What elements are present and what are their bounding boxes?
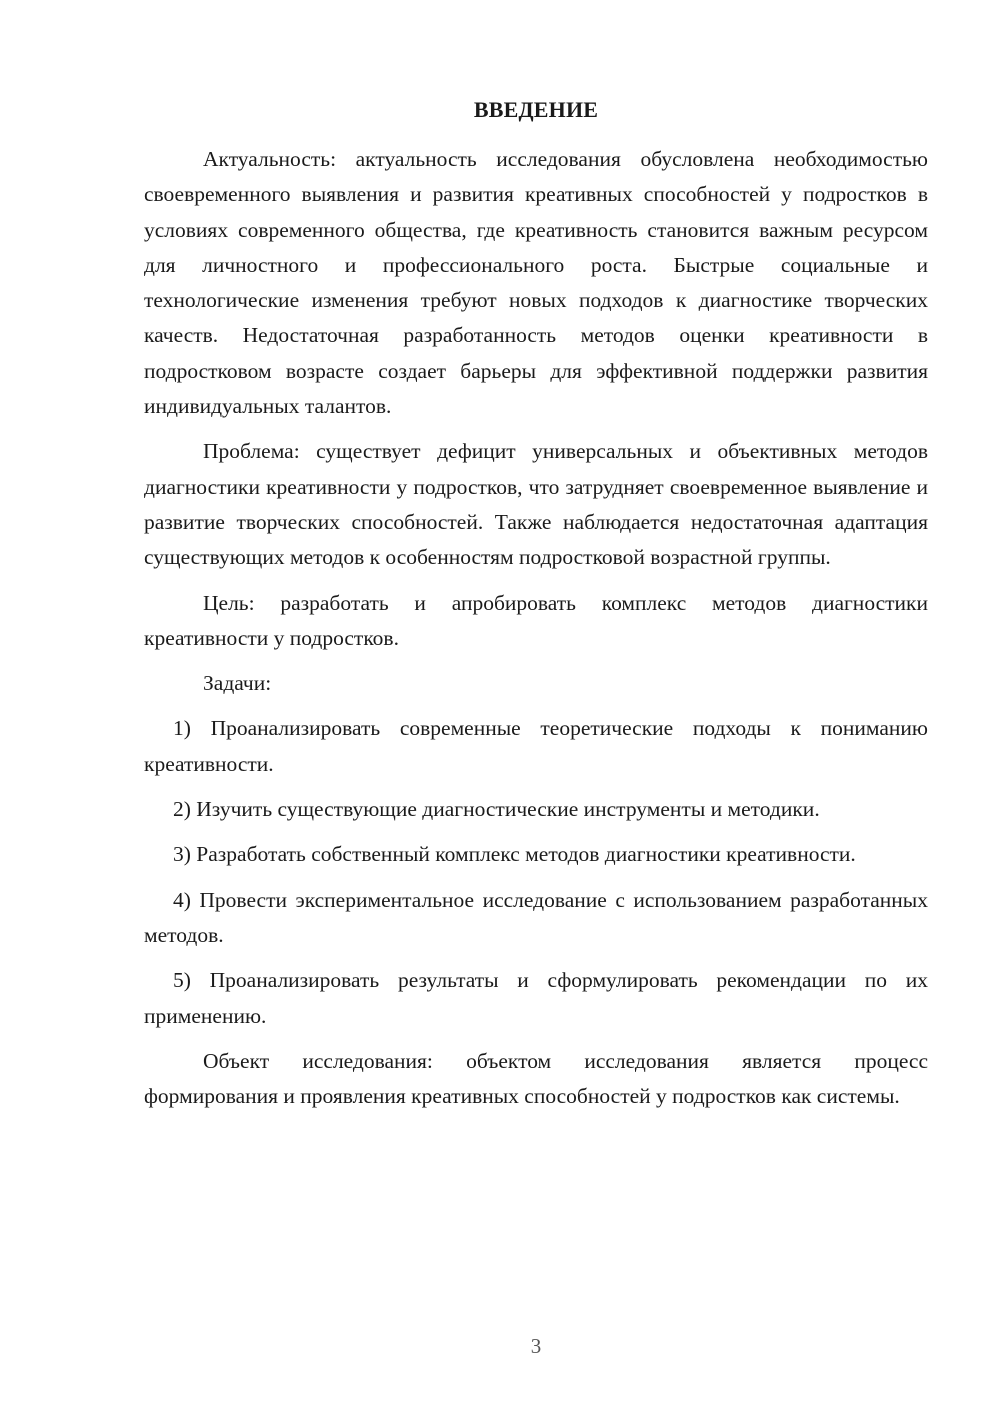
task-item: 5) Проанализировать результаты и сформулировать рекомендации по их применению. (144, 968, 928, 1028)
problem-paragraph: Проблема: существует дефицит универсальных и объективных методов диагностики креативности у подростков, что затрудняет своевременное выявление и развитие творческих способностей. Также наблюдается недостаточная адаптация существующих методов к особенностям подростковой возрастной группы. (144, 439, 928, 570)
task-item: 4) Провести экспериментальное исследование с использованием разработанных методов. (144, 887, 928, 947)
task-item: 3) Разработать собственный комплекс методов диагностики креативности. (173, 842, 856, 867)
task-item: 2) Изучить существующие диагностические инструменты и методики. (173, 797, 820, 822)
object-paragraph: Объект исследования: объектом исследования является процесс формирования и проявления креативных способностей у подростков как системы. (144, 1048, 928, 1109)
page-number: 3 (530, 1334, 542, 1358)
section-title: ВВЕДЕНИЕ (473, 97, 599, 122)
document-body (144, 142, 928, 1114)
task-item: 1) Проанализировать современные теоретические подходы к пониманию креативности. (144, 716, 928, 776)
relevance-paragraph: Актуальность: актуальность исследования обусловлена необходимостью своевременного выявления и развития креативных способностей у подростков в условиях современного общества, где креативность становится важным ресурсом для личностного и профессионального роста. Быстрые социальные и технологические изменения требуют новых подходов к диагностике творческих качеств. Недостаточная разработанность методов оценки креативности в подростковом возрасте создает барьеры для эффективной поддержки развития индивидуальных талантов. (144, 147, 928, 419)
goal-paragraph: Цель: разработать и апробировать комплекс методов диагностики креативности у подростков. (144, 590, 928, 650)
tasks-heading: Задачи: (203, 671, 272, 696)
